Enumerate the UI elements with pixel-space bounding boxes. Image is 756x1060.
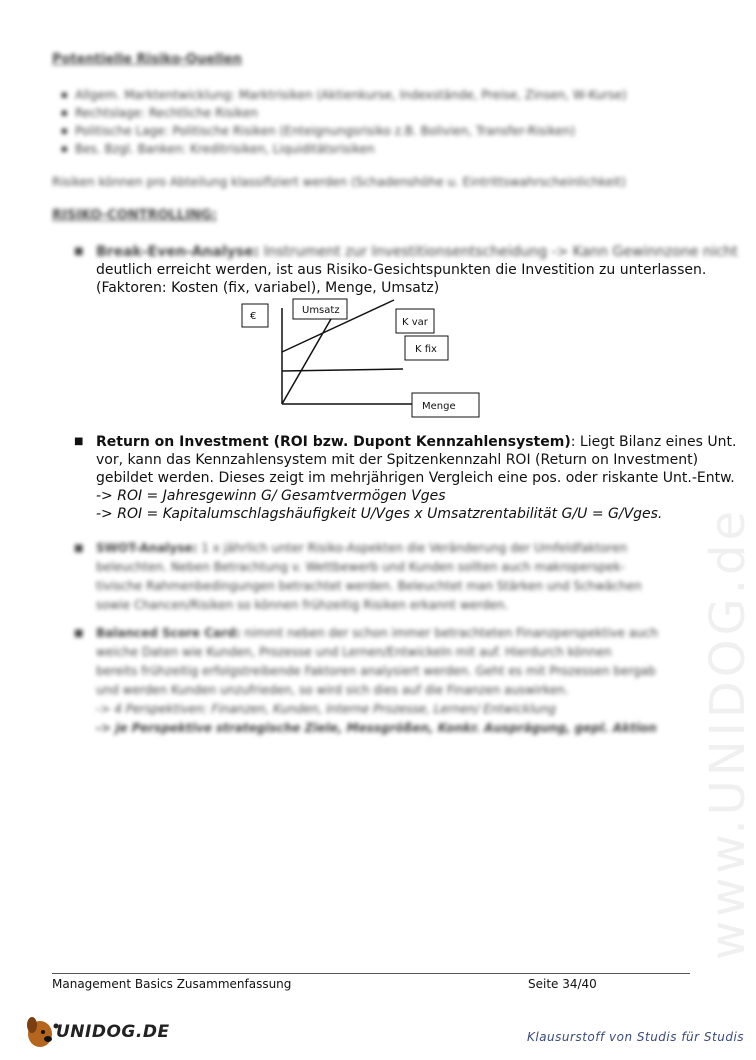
- roi-line-1: [96, 433, 737, 451]
- bullet-square-icon: ■: [74, 628, 84, 639]
- logo-text: UNIDOG.DE: [56, 1022, 170, 1042]
- break-even-line-2: deutlich erreicht werden, ist aus Risiko-Gesichtspunkten die Investition zu unterlassen.: [96, 262, 707, 278]
- swot-bullet: [74, 539, 696, 615]
- bsc-text: nimmt neben der schon immer betrachteten Finanzperspektive auch: [244, 626, 659, 640]
- list-item: ■ Politische Lage: Politische Risiken (Enteignungsrisiko z.B. Bolivien, Transfer-Risiken): [75, 122, 695, 140]
- bsc-line-5: -> 4 Perspektiven: Finanzen, Kunden, Interne Prozesse, Lernen/ Entwicklung: [96, 702, 556, 716]
- bullet-square-icon: ■: [74, 543, 84, 554]
- section-heading-risk-sources: Potentielle Risiko-Quellen: [52, 52, 242, 67]
- swot-text: 1 x jährlich unter Risiko-Aspekten die Veränderung der Umfeldfaktoren: [201, 541, 628, 555]
- roi-bullet: [74, 433, 737, 523]
- bsc-line-6: -> je Perspektive strategische Ziele, Messgrößen, Konkr. Ausprägung, gepl. Aktion: [96, 721, 657, 735]
- roi-formula-2: -> ROI = Kapitalumschlagshäufigkeit U/Vges x Umsatzrentabilität G/U = G/Vges.: [96, 506, 663, 522]
- roi-text: : Liegt Bilanz eines Unt.: [570, 434, 737, 450]
- swot-label: SWOT-Analyse:: [96, 541, 198, 555]
- k-fix-label: K fix: [415, 344, 437, 355]
- list-item: ■ Allgem. Marktentwicklung: Marktrisiken (Aktienkurse, Indexstände, Preise, Zinsen, W-Kurse): [75, 86, 695, 104]
- bsc-line-1: [96, 624, 696, 643]
- bullet-square-icon: ■: [74, 246, 84, 257]
- break-even-text: Instrument zur Investitionsentscheidung -> Kann Gewinnzone nicht: [263, 244, 738, 260]
- roi-line-3: gebildet werden. Dieses zeigt im mehrjährigen Vergleich eine pos. oder riskante Unt.-Entw.: [96, 470, 735, 486]
- roi-formula-1: -> ROI = Jahresgewinn G/ Gesamtvermögen Vges: [96, 488, 446, 504]
- break-even-line-1: [96, 243, 738, 261]
- break-even-label: Break-Even-Analyse:: [96, 244, 260, 260]
- swot-line-4: sowie Chancen/Risiken so können frühzeitig Risiken erkannt werden.: [96, 598, 509, 612]
- footer-title: Management Basics Zusammenfassung: [52, 977, 292, 991]
- euro-label: €: [250, 311, 257, 322]
- swot-line-2: beleuchten. Neben Betrachtung v. Wettbewerb und Kunden sollten auch makroperspek-: [96, 560, 625, 574]
- list-item: ■ Rechtslage: Rechtliche Risiken: [75, 104, 695, 122]
- swot-line-3: tivische Rahmenbedingungen betrachtet werden. Beleuchtet man Stärken und Schwächen: [96, 579, 642, 593]
- footer-divider: [52, 973, 690, 974]
- tagline: Klausurstoff von Studis für Studis: [527, 1030, 745, 1044]
- break-even-line-3: (Faktoren: Kosten (fix, variabel), Menge, Umsatz): [96, 280, 440, 296]
- risk-note: Risiken können pro Abteilung klassifiziert werden (Schadenshöhe u. Eintrittswahrscheinlichkeit): [52, 175, 626, 189]
- list-item: ■ Bes. Bzgl. Banken: Kreditrisiken, Liquiditätsrisiken: [75, 140, 695, 158]
- risk-sources-list: [75, 86, 695, 158]
- break-even-bullet: [74, 243, 738, 297]
- section-heading-controlling: RISIKO-CONTROLLING:: [52, 208, 217, 223]
- k-var-label: K var: [402, 317, 428, 328]
- dog-ear-icon: [27, 1017, 37, 1033]
- bsc-line-3: bereits frühzeitig erfolgstreibende Faktoren analysiert werden. Geht es mit Prozessen bergab: [96, 664, 656, 678]
- break-even-diagram: [238, 296, 488, 426]
- bsc-line-4: und werden Kunden unzufrieden, so wird sich dies auf die Finanzen auswirken.: [96, 683, 569, 697]
- swot-line-1: [96, 539, 696, 558]
- umsatz-label: Umsatz: [302, 305, 340, 316]
- roi-label: Return on Investment (ROI bzw. Dupont Kennzahlensystem): [96, 434, 571, 450]
- footer-page-number: Seite 34/40: [528, 977, 597, 991]
- bullet-square-icon: ■: [74, 436, 84, 447]
- bsc-line-2: weiche Daten wie Kunden, Prozesse und Lernen/Entwickeln mit auf. Hierdurch können: [96, 645, 612, 659]
- roi-line-2: vor, kann das Kennzahlensystem mit der Spitzenkennzahl ROI (Return on Investment): [96, 452, 699, 468]
- bsc-label: Balanced Score Card:: [96, 626, 241, 640]
- k-fix-line: [282, 369, 403, 371]
- menge-label: Menge: [422, 401, 456, 412]
- watermark: www.UNIDOG.de: [700, 506, 756, 960]
- bsc-bullet: [74, 624, 696, 738]
- umsatz-line: [282, 312, 335, 404]
